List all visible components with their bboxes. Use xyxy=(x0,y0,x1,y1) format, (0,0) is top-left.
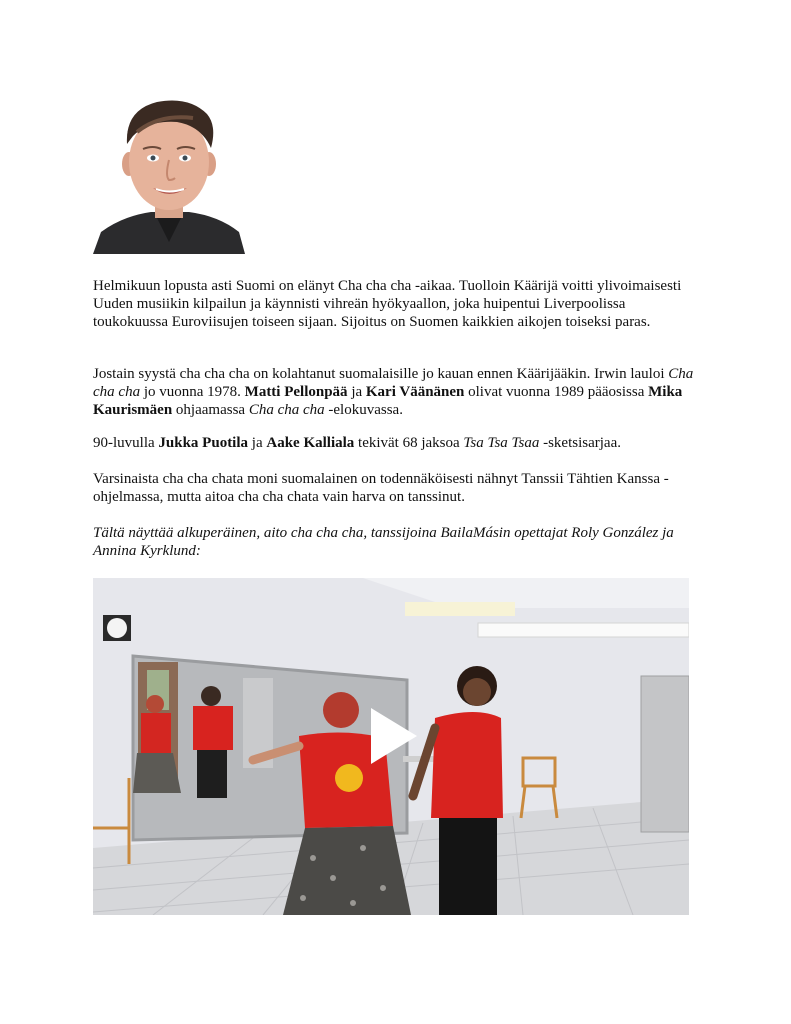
author-portrait xyxy=(93,92,245,254)
paragraph-tv xyxy=(93,470,703,506)
paragraph-history xyxy=(93,365,703,419)
series-title: Tsa Tsa Tsaa xyxy=(463,435,540,451)
person-name: Kari Väänänen xyxy=(365,384,465,400)
text-run: -sketsisarjaa. xyxy=(539,435,621,451)
text-run: olivat vuonna 1989 pääosissa xyxy=(464,384,649,400)
text-run: -elokuvassa. xyxy=(324,402,403,418)
paragraph-intro-text: Helmikuun lopusta asti Suomi on elänyt Cha cha cha -aikaa. Tuolloin Käärijä voitti ylivoimaisesti Uuden musiikin kilpailun ja käynnisti vihreän hyökyaallon, joka huipentui Liverpoolissa toukokuussa Euroviisujen toiseen sijaan. Sijoitus on Suomen kaikkien aikojen toiseksi paras. xyxy=(93,278,682,330)
paragraph-caption xyxy=(93,524,703,560)
person-name: Aake Kalliala xyxy=(266,435,355,451)
paragraph-90s xyxy=(93,434,703,452)
text-run: ohjaamassa xyxy=(172,402,249,418)
song-title: Cha cha cha xyxy=(93,366,694,400)
video-player[interactable] xyxy=(93,578,689,915)
text-run: 90-luvulla xyxy=(93,435,159,451)
text-run: tekivät 68 jaksoa xyxy=(354,435,464,451)
text-run: ja xyxy=(347,384,366,400)
person-name: Mika Kaurismäen xyxy=(93,384,683,418)
text-run: Jostain syystä cha cha cha on kolahtanut suomalaisille jo kauan ennen Käärijääkin. Irwin lauloi xyxy=(93,366,669,382)
paragraph-caption-text: Tältä näyttää alkuperäinen, aito cha cha cha, tanssijoina BailaMásin opettajat Roly González ja Annina Kyrklund: xyxy=(93,525,674,559)
film-title: Cha cha cha xyxy=(248,402,325,418)
text-run: jo vuonna 1978. xyxy=(140,384,245,400)
text-run: ja xyxy=(248,435,267,451)
paragraph-90s-text xyxy=(93,434,703,452)
play-icon[interactable] xyxy=(367,706,419,766)
paragraph-tv-text: Varsinaista cha cha chata moni suomalainen on todennäköisesti nähnyt Tanssii Tähtien Kanssa -ohjelmassa, mutta aitoa cha cha chata vain harva on tanssinut. xyxy=(93,471,669,505)
paragraph-intro xyxy=(93,277,703,331)
person-name: Matti Pellonpää xyxy=(244,384,348,400)
paragraph-history-text xyxy=(93,365,703,419)
person-name: Jukka Puotila xyxy=(158,435,249,451)
